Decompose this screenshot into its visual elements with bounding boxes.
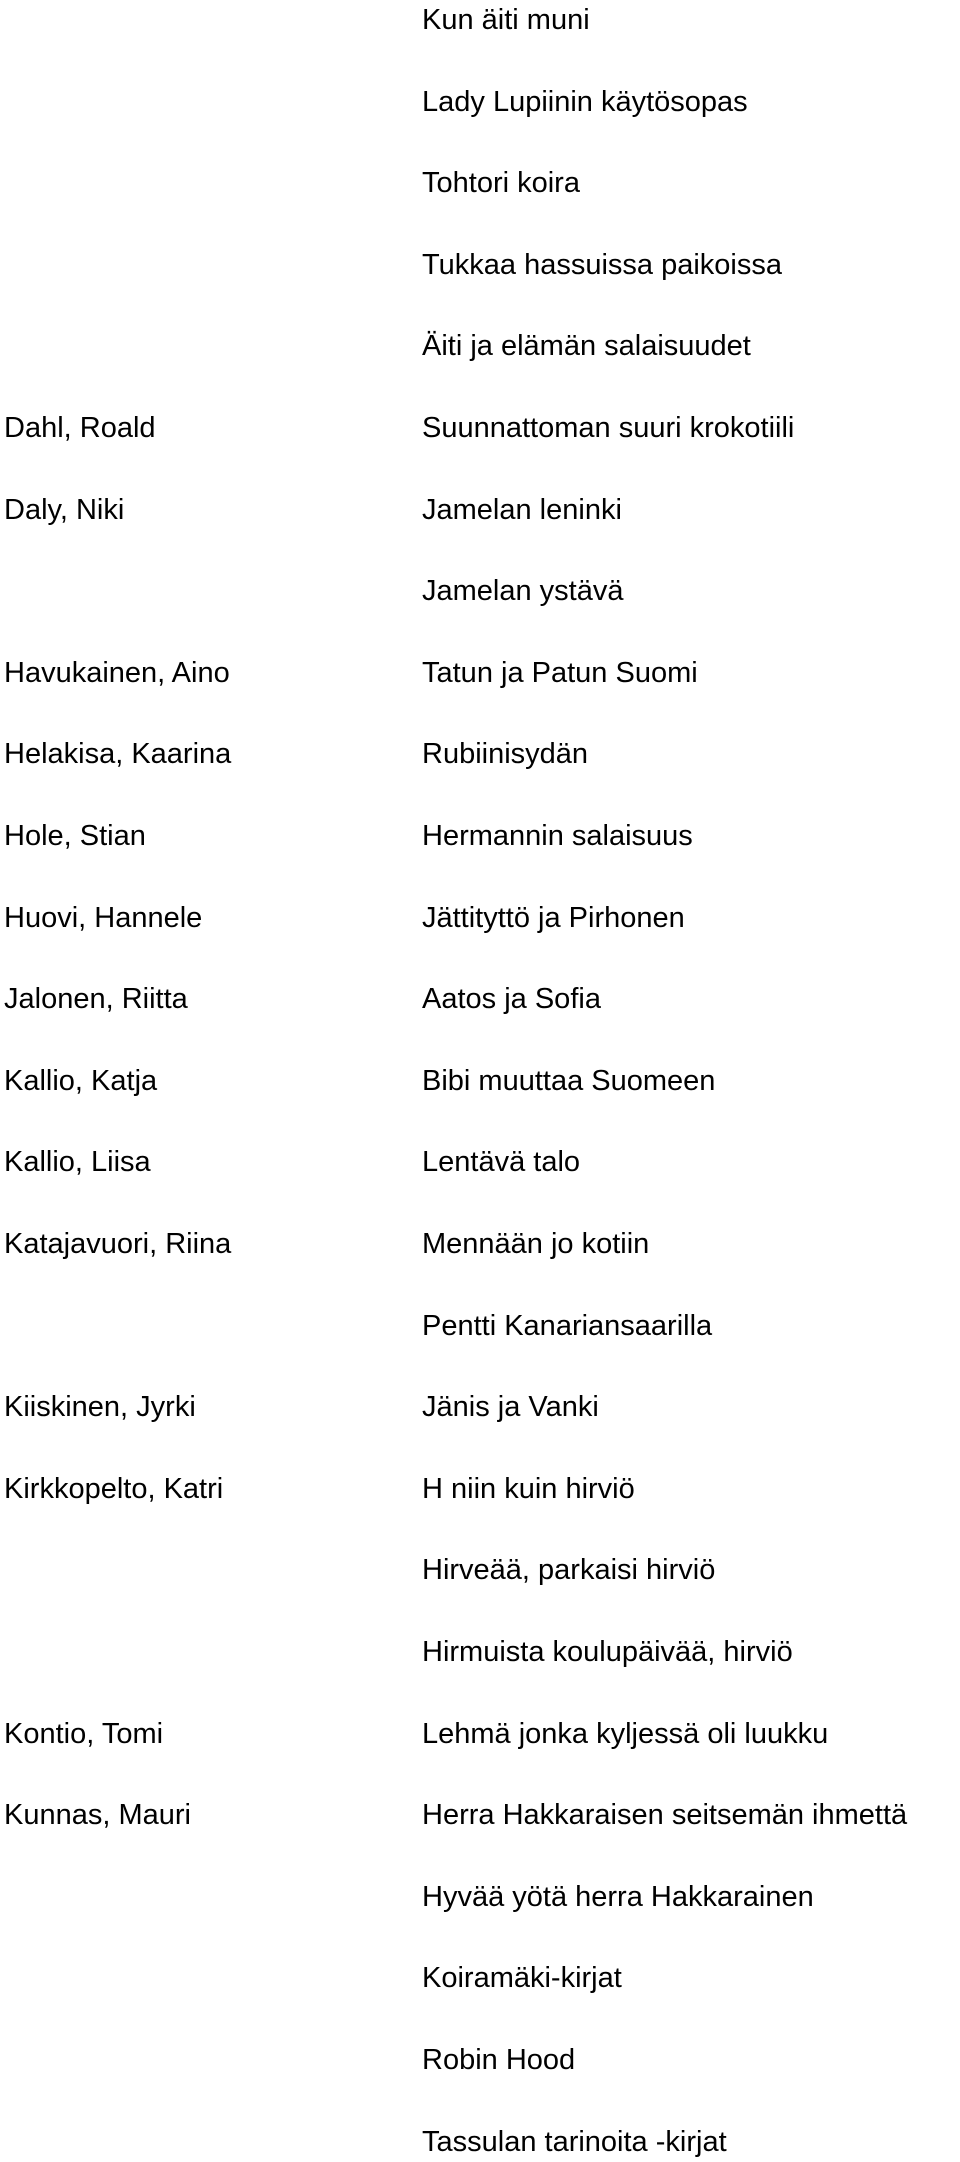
list-item — [0, 1387, 960, 1427]
book-title: Hirmuista koulupäivää, hirviö — [422, 1636, 793, 1668]
book-title: Aatos ja Sofia — [422, 983, 601, 1016]
list-item — [0, 326, 960, 366]
book-title: Jänis ja Vanki — [422, 1391, 599, 1424]
list-item — [0, 571, 960, 611]
list-item — [0, 1550, 960, 1590]
list-item — [0, 1142, 960, 1182]
author-name: Katajavuori, Riina — [4, 1228, 232, 1260]
list-item — [0, 734, 960, 774]
book-title: Tassulan tarinoita -kirjat — [422, 2125, 727, 2158]
book-title: Rubiinisydän — [422, 738, 589, 771]
book-title: Lady Lupiinin käytösopas — [422, 85, 748, 118]
list-item — [0, 408, 960, 448]
author-name: Dahl, Roald — [4, 412, 156, 444]
list-item — [0, 979, 960, 1019]
book-title: Suunnattoman suuri krokotiili — [422, 412, 795, 444]
list-item — [0, 82, 960, 122]
book-title: Bibi muuttaa Suomeen — [422, 1064, 716, 1097]
book-title: Robin Hood — [422, 2044, 576, 2076]
book-title: Kun äiti muni — [422, 4, 590, 36]
book-title: Pentti Kanariansaarilla — [422, 1309, 713, 1342]
author-name: Huovi, Hannele — [4, 901, 203, 934]
list-item — [0, 1795, 960, 1835]
list-item — [0, 1958, 960, 1998]
list-item — [0, 2040, 960, 2080]
book-title: Jättityttö ja Pirhonen — [422, 901, 685, 934]
list-item — [0, 163, 960, 203]
book-title: Koiramäki-kirjat — [422, 1962, 622, 1995]
list-item — [0, 1632, 960, 1672]
book-title: Hermannin salaisuus — [422, 820, 693, 852]
book-title: Tukkaa hassuissa paikoissa — [422, 248, 782, 281]
list-item — [0, 1469, 960, 1509]
author-name: Kirkkopelto, Katri — [4, 1472, 224, 1505]
author-name: Kontio, Tomi — [4, 1717, 164, 1750]
list-item — [0, 1306, 960, 1346]
author-name: Daly, Niki — [4, 493, 125, 526]
list-item — [0, 1714, 960, 1754]
book-title: Hyvää yötä herra Hakkarainen — [422, 1880, 814, 1913]
author-name: Kallio, Katja — [4, 1064, 158, 1097]
book-title: Lentävä talo — [422, 1146, 581, 1179]
author-name: Kiiskinen, Jyrki — [4, 1391, 196, 1424]
book-title: Herra Hakkaraisen seitsemän ihmettä — [422, 1799, 908, 1832]
author-name: Kunnas, Mauri — [4, 1799, 191, 1832]
book-title: Jamelan ystävä — [422, 575, 624, 608]
list-item — [0, 1224, 960, 1264]
list-item — [0, 1061, 960, 1101]
list-item — [0, 898, 960, 938]
author-name: Havukainen, Aino — [4, 656, 230, 689]
author-name: Kallio, Liisa — [4, 1146, 151, 1179]
list-item — [0, 2122, 960, 2162]
author-name: Jalonen, Riitta — [4, 983, 188, 1016]
book-title: Tohtori koira — [422, 167, 580, 200]
list-item — [0, 653, 960, 693]
book-title: Lehmä jonka kyljessä oli luukku — [422, 1717, 829, 1750]
book-title: Hirveää, parkaisi hirviö — [422, 1554, 716, 1587]
book-title: Tatun ja Patun Suomi — [422, 656, 698, 689]
author-name: Hole, Stian — [4, 820, 146, 852]
book-title: Mennään jo kotiin — [422, 1228, 650, 1260]
list-item — [0, 816, 960, 856]
book-title: H niin kuin hirviö — [422, 1472, 635, 1505]
list-item — [0, 490, 960, 530]
book-title: Jamelan leninki — [422, 493, 622, 526]
author-name: Helakisa, Kaarina — [4, 738, 232, 771]
book-title: Äiti ja elämän salaisuudet — [422, 330, 751, 363]
list-item — [0, 0, 960, 40]
list-item — [0, 1877, 960, 1917]
list-item — [0, 245, 960, 285]
